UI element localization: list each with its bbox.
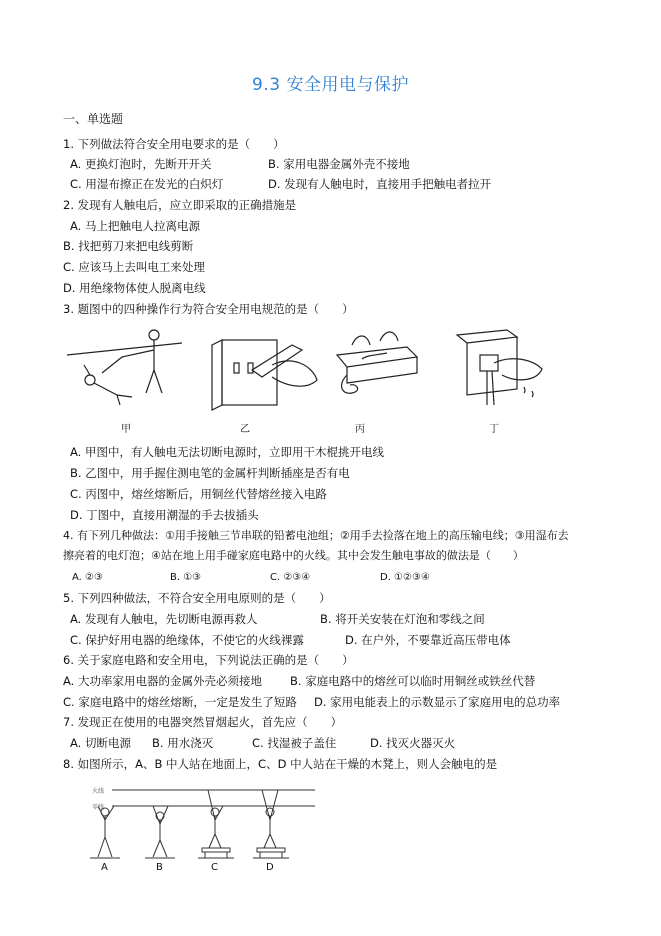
- question-3-option-d: D. 丁图中，直接用潮湿的手去拔插头: [70, 508, 259, 522]
- question-2-option-c: C. 应该马上去叫电工来处理: [63, 260, 205, 274]
- figure-caption-bing: 丙: [355, 424, 365, 435]
- question-5-stem: 5. 下列四种做法，不符合安全用电原则的是（ ）: [63, 591, 331, 605]
- question-1-option-b: B. 家用电器金属外壳不接地: [268, 157, 410, 171]
- figure-yi-illustration: [212, 340, 317, 410]
- question-3-option-c: C. 丙图中，熔丝熔断后，用铜丝代替熔丝接入电路: [70, 487, 327, 501]
- question-6-stem: 6. 关于家庭电路和安全用电，下列说法正确的是（ ）: [63, 653, 354, 667]
- question-1-stem: 1. 下列做法符合安全用电要求的是（ ）: [63, 137, 285, 151]
- question-3-option-a: A. 甲图中，有人触电无法切断电源时，立即用干木棍挑开电线: [70, 445, 384, 459]
- figure-bing-illustration: [337, 332, 417, 393]
- question-6-option-c: C. 家庭电路中的熔丝熔断，一定是发生了短路: [63, 695, 297, 709]
- question-4-stem-line2: 擦亮着的电灯泡；④站在地上用手碰家庭电路中的火线。其中会发生触电事故的做法是（ ）: [63, 549, 524, 562]
- question-7-option-d: D. 找灭火器灭火: [370, 736, 456, 750]
- question-2-option-a: A. 马上把触电人拉离电源: [70, 219, 200, 233]
- question-2-option-b: B. 找把剪刀来把电线剪断: [63, 239, 194, 253]
- question-1-option-d: D. 发现有人触电时，直接用手把触电者拉开: [268, 177, 492, 191]
- question-4-option-b: B. ①③: [170, 572, 202, 583]
- figure-8-label-d: D: [266, 862, 274, 873]
- question-4-stem-line1: 4. 有下列几种做法：①用手接触三节串联的铅蓄电池组；②用手去捡落在地上的高压输电线；③用湿布去: [63, 529, 569, 542]
- question-2-option-d: D. 用绝缘物体使人脱离电线: [63, 281, 206, 295]
- figure-caption-jia: 甲: [121, 424, 131, 435]
- question-6-option-d: D. 家用电能表上的示数显示了家庭用电的总功率: [314, 695, 561, 709]
- question-2-stem: 2. 发现有人触电后，应立即采取的正确措施是: [63, 198, 297, 212]
- question-4-option-a: A. ②③: [72, 572, 103, 583]
- question-8-stem: 8. 如图所示，A、B 中人站在地面上，C、D 中人站在干燥的木凳上，则人会触电的是: [63, 757, 498, 771]
- question-5-option-c: C. 保护好用电器的绝缘体，不使它的火线裸露: [70, 633, 304, 647]
- question-4-option-d: D. ①②③④: [380, 572, 430, 583]
- question-3-option-b: B. 乙图中，用手握住测电笔的金属杆判断插座是否有电: [70, 466, 350, 480]
- question-3-figure: [62, 325, 602, 435]
- figure-ding-illustration: [457, 330, 542, 405]
- question-1-option-c: C. 用湿布擦正在发光的白炽灯: [70, 177, 224, 191]
- page-title: 9.3 安全用电与保护: [252, 75, 409, 95]
- figure-8-label-b: B: [156, 862, 163, 873]
- question-5-option-b: B. 将开关安装在灯泡和零线之间: [320, 612, 485, 626]
- question-5-option-d: D. 在户外，不要靠近高压带电体: [345, 633, 511, 647]
- figure-8-label-c: C: [211, 862, 218, 873]
- question-3-stem: 3. 题图中的四种操作行为符合安全用电规范的是（ ）: [63, 302, 354, 316]
- figure-8-label-a: A: [101, 862, 108, 873]
- question-7-option-a: A. 切断电源: [70, 736, 131, 750]
- question-5-option-a: A. 发现有人触电，先切断电源再救人: [70, 612, 258, 626]
- question-7-option-c: C. 找湿被子盖住: [252, 736, 337, 750]
- question-7-stem: 7. 发现正在使用的电器突然冒烟起火，首先应（ ）: [63, 715, 343, 729]
- figure-jia-illustration: [67, 330, 182, 405]
- figure-caption-ding: 丁: [489, 424, 499, 435]
- question-6-option-a: A. 大功率家用电器的金属外壳必须接地: [63, 674, 262, 688]
- question-8-figure: [90, 782, 320, 872]
- question-6-option-b: B. 家庭电路中的熔丝可以临时用铜丝或铁丝代替: [290, 674, 536, 688]
- question-1-option-a: A. 更换灯泡时，先断开开关: [70, 157, 212, 171]
- question-4-option-c: C. ②③④: [270, 572, 311, 583]
- question-7-option-b: B. 用水浇灭: [152, 736, 214, 750]
- section-heading: 一、单选题: [63, 112, 124, 126]
- figure-8-wire-live-label: 火线: [92, 788, 105, 795]
- figure-caption-yi: 乙: [240, 424, 250, 435]
- figure-8-wire-neutral-label: 零线: [92, 804, 105, 811]
